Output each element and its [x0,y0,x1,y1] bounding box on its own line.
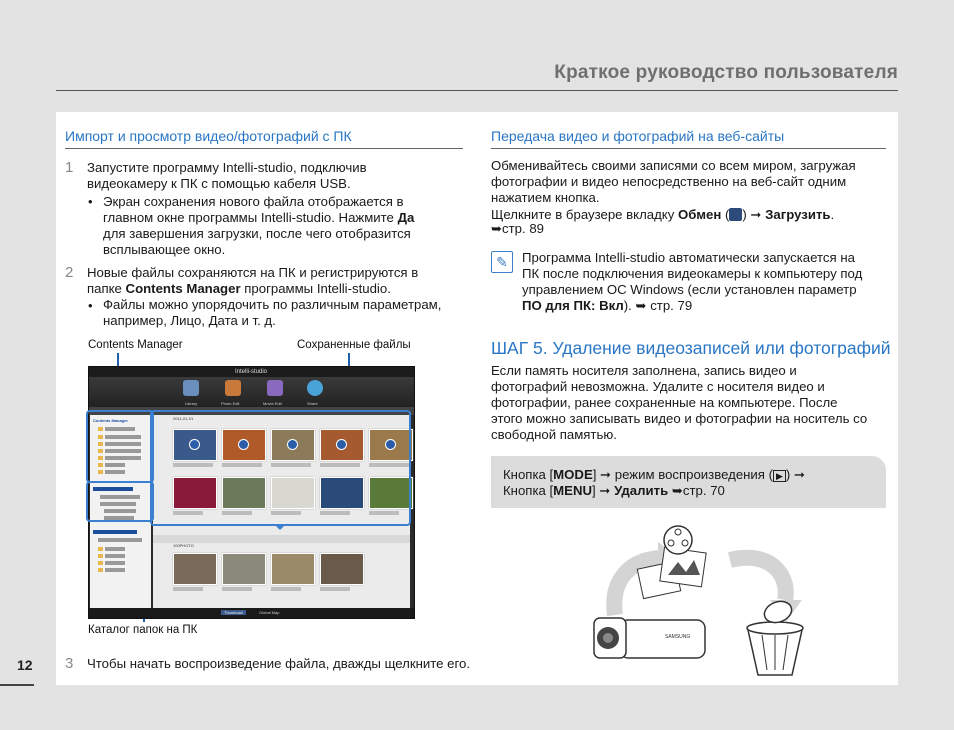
right-section-heading: Передача видео и фотографий на веб-сайты [491,128,785,144]
page-number: 12 [17,657,33,673]
step-1-line-2: видеокамеру к ПК с помощью кабеля USB. [87,176,351,191]
photo-thumbnail[interactable] [173,553,217,585]
delete-illustration [580,520,880,680]
app-statusbar [89,608,414,618]
thumbnail-view-tab[interactable]: Thumbnail [221,610,246,615]
tree-row[interactable] [105,561,125,565]
note-line-1: Программа Intelli-studio автоматически запускается на [522,250,855,265]
film-reel-icon [664,526,692,554]
note-line-2: ПК после подключения видеокамеры к компьютеру под [522,266,863,281]
note-pencil-icon: ✎ [491,251,513,273]
photo-edit-icon[interactable] [225,380,241,396]
title-rule [56,90,898,91]
tree-row[interactable] [98,538,142,542]
photo-thumbnail[interactable] [320,553,364,585]
step-5-line-2: фотографий невозможна. Удалите с носителя видео и [491,379,825,394]
step-2-number: 2 [65,264,74,281]
thumbnail-label [320,587,350,591]
step-5-line-4: этого можно записывать видео и фотографии на носитель со [491,411,868,426]
callout-saved-files: Сохраненные файлы [297,339,411,351]
photo-thumbnail[interactable] [222,553,266,585]
step-1-bullet-line-3: для завершения загрузки, после чего отобразится [103,226,411,241]
step-3-text: Чтобы начать воспроизведение файла, дважды щелкните его. [87,656,471,671]
share-page-ref: ➥стр. 89 [491,221,545,236]
step-1-bullet-line-4: всплывающее окно. [103,242,226,257]
folder-group-label: 100PHOTO [173,543,194,548]
step-5-heading: ШАГ 5. Удаление видеозаписей или фотографий [491,338,891,358]
share-para-line-3: нажатием кнопка. [491,190,600,205]
tree-row[interactable] [105,554,125,558]
folder-icon [98,554,103,558]
tree-row[interactable] [105,568,125,572]
menu-instruction: Кнопка [MENU] ➞ Удалить ➥стр. 70 [503,483,725,498]
step-5-line-1: Если память носителя заполнена, запись видео и [491,363,797,378]
step-5-line-3: фотографии, ранее сохраненные на компьютере. После [491,395,838,410]
folder-icon [98,547,103,551]
camera-brand: SAMSUNG [665,634,691,640]
thumbnail-label [271,587,301,591]
thumbnail-label [173,587,203,591]
left-section-rule [65,148,463,149]
folder-icon [98,568,103,572]
movie-edit-icon[interactable] [267,380,283,396]
app-toolbar [89,377,414,407]
global-map-tab[interactable]: Global Map [259,610,280,615]
note-line-3: управлением ОС Windows (если установлен параметр [522,282,857,297]
mode-instruction: Кнопка [MODE] ➞ режим воспроизведения ( ▶ ) ➞ [503,467,806,482]
callout-contents-manager: Contents Manager [88,339,183,351]
step-3-number: 3 [65,655,74,672]
highlight-saved-files [150,410,411,526]
toolbar-library-label: Library [185,401,198,406]
tree-title: Contents Manager [93,418,128,423]
step-2-line-1: Новые файлы сохраняются на ПК и регистрируются в [87,265,419,280]
step-1-line-1: Запустите программу Intelli-studio, подключив [87,160,367,175]
photo-thumbnail[interactable] [271,553,315,585]
connected-device-row[interactable] [93,530,137,534]
share-para-line-1: Обменивайтесь своими записями со всем миром, загружая [491,158,856,173]
note-line-4: ПО для ПК: Вкл). ➥ стр. 79 [522,298,693,313]
step-1-bullet-line-2: главном окне программы Intelli-studio. Нажмите Да [103,210,415,225]
step-1-bullet-line-1: Экран сохранения нового файла отображается в [103,194,404,209]
highlight-contents-manager [86,410,154,483]
folder-divider [153,535,410,543]
date-group-label: 2011-01-01 [173,416,194,421]
toolbar-movie-edit-label: Movie Edit [263,401,282,406]
callout-pc-folder: Каталог папок на ПК [88,624,198,636]
arrow-to-trash [730,558,786,600]
left-section-heading: Импорт и просмотр видео/фотографий с ПК [65,128,352,144]
folder-icon [98,561,103,565]
page-number-rule [0,684,34,686]
camcorder-body [620,620,705,658]
share-icon[interactable] [307,380,323,396]
step-2-bullet-line-2: например, Лицо, Дата и т. д. [103,313,276,328]
step-2-line-2: папке Contents Manager программы Intelli-studio. [87,281,391,296]
tree-row[interactable] [105,547,125,551]
thumbnail-label [222,587,252,591]
app-logo: Intelli-studio [235,369,268,375]
toolbar-share-label: Share [307,401,318,406]
right-section-rule [491,148,886,149]
step-2-bullet-line-1: Файлы можно упорядочить по различным параметрам, [103,297,442,312]
step-5-line-5: свободной памятью. [491,427,617,442]
share-para-line-2: фотографии и видео непосредственно на веб-сайт одним [491,174,847,189]
step-1-bullet: • [88,194,93,209]
step-1-number: 1 [65,159,74,176]
share-instruction: Щелкните в браузере вкладку Обмен ( ) ➞ Загрузить. [491,207,835,222]
share-tab-icon [729,208,742,221]
page-title: Краткое руководство пользователя [554,62,898,83]
playback-icon: ▶ [773,470,786,482]
step-2-bullet: • [88,298,93,313]
toolbar-photo-edit-label: Photo Edit [221,401,240,406]
library-icon[interactable] [183,380,199,396]
highlight-pc-folder [86,481,154,522]
